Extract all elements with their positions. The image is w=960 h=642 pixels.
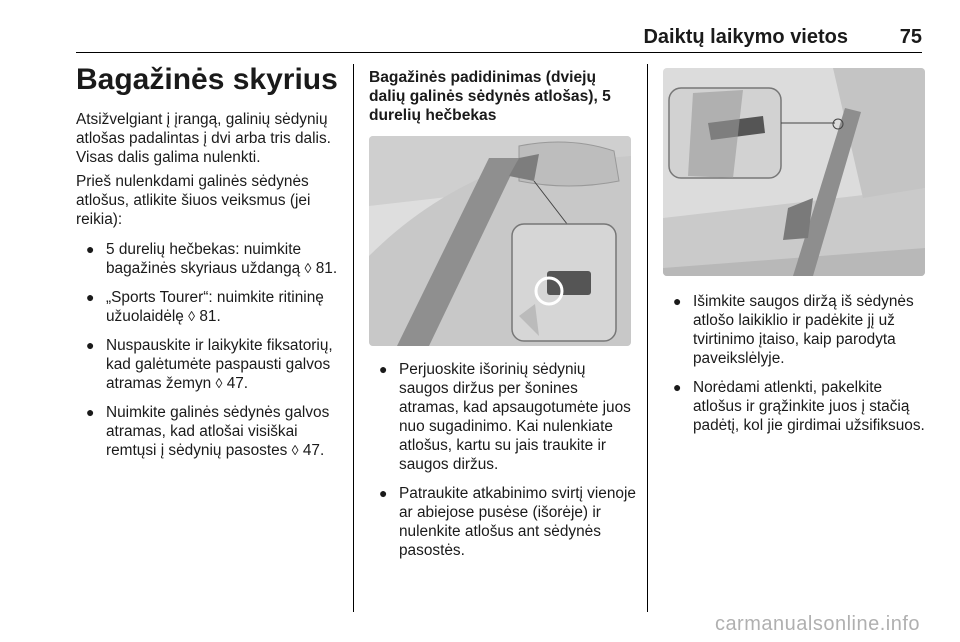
- bullet-icon: ●: [673, 293, 682, 309]
- page-ref[interactable]: 81.: [315, 260, 338, 277]
- bullet-icon: ●: [673, 379, 682, 395]
- list-item: ● Perjuoskite išorinių sėdynių saugos diržus per šonines atramas, kad apsaugotumėte juos nuo sugadinimo. Kai nulenkiate atlošus, kartu su jais traukite ir saugos diržus.: [379, 361, 631, 473]
- header-rule: [76, 52, 922, 53]
- list-item: ● Išimkite saugos diržą iš sėdynės atlošo laikiklio ir padėkite jį už tvirtinimo įtaiso, kaip parodyta paveikslėlyje.: [673, 293, 914, 367]
- bullet-icon: ●: [86, 404, 95, 420]
- list-item: ● Norėdami atlenkti, pakelkite atlošus ir grąžinkite juos į stačią padėtį, kol jie girdimai užsifiksuos.: [673, 379, 925, 434]
- intro-paragraph: Atsižvelgiant į įrangą, galinių sėdynių atlošas padalintas į dvi arba tris dalis. Visas dalis galima nulenkti.: [76, 111, 331, 166]
- page-ref[interactable]: 81.: [199, 308, 221, 325]
- list-item: ● Patraukite atkabinimo svirtį vienoje ar abiejose pusėse (išorėje) ir nulenkite atlošus ant sėdynės pasostės.: [379, 485, 636, 559]
- column-divider-1: [353, 64, 354, 612]
- column-1: [76, 110, 346, 470]
- page-ref-icon: ◊: [188, 308, 196, 324]
- section-title: Daiktų laikymo vietos: [643, 26, 848, 48]
- list-item: ● Nuspauskite ir laikykite fiksatorių, kad galėtumėte paspausti galvos atramas žemyn ◊ 47.: [86, 337, 333, 392]
- seatbelt-illustration-1: [369, 136, 631, 346]
- page-ref-icon: ◊: [215, 375, 223, 391]
- list-item: ● „Sports Tourer“: nuimkite ritininę užuolaidėlę ◊ 81.: [86, 289, 324, 325]
- page-ref[interactable]: 47.: [226, 375, 249, 392]
- column-2-body: [369, 360, 639, 570]
- column-3: [663, 292, 935, 445]
- bullet-icon: ●: [86, 241, 95, 257]
- bullet-icon: ●: [379, 361, 388, 377]
- main-heading: Bagažinės skyrius: [76, 63, 338, 96]
- belt-steps-list: [663, 292, 935, 435]
- bullet-icon: ●: [86, 337, 95, 353]
- fold-steps-list: [369, 360, 639, 560]
- prep-list: [76, 240, 346, 460]
- column-divider-2: [647, 64, 648, 612]
- bullet-icon: ●: [379, 485, 388, 501]
- prep-paragraph: Prieš nulenkdami galinės sėdynės atlošus, atlikite šiuos veiksmus (jei reikia):: [76, 173, 311, 228]
- page-ref-icon: ◊: [304, 260, 312, 276]
- bullet-icon: ●: [86, 289, 95, 305]
- page-number: 75: [899, 26, 922, 48]
- list-item: ● 5 durelių hečbekas: nuimkite bagažinės skyriaus uždangą ◊ 81.: [86, 241, 338, 277]
- list-item: ● Nuimkite galinės sėdynės galvos atramas, kad atlošai visiškai remtųsi į sėdynių pasostes ◊ 47.: [86, 404, 330, 459]
- page-ref[interactable]: 47.: [302, 442, 325, 459]
- page-ref-icon: ◊: [291, 442, 299, 458]
- subsection-heading: Bagažinės padidinimas (dviejų dalių galinės sėdynės atlošas), 5 durelių hečbekas: [369, 69, 611, 124]
- page-header: [0, 0, 960, 52]
- seatbelt-illustration-2: [663, 68, 925, 276]
- column-2: [369, 68, 624, 125]
- watermark: carmanualsonline.info: [714, 613, 920, 635]
